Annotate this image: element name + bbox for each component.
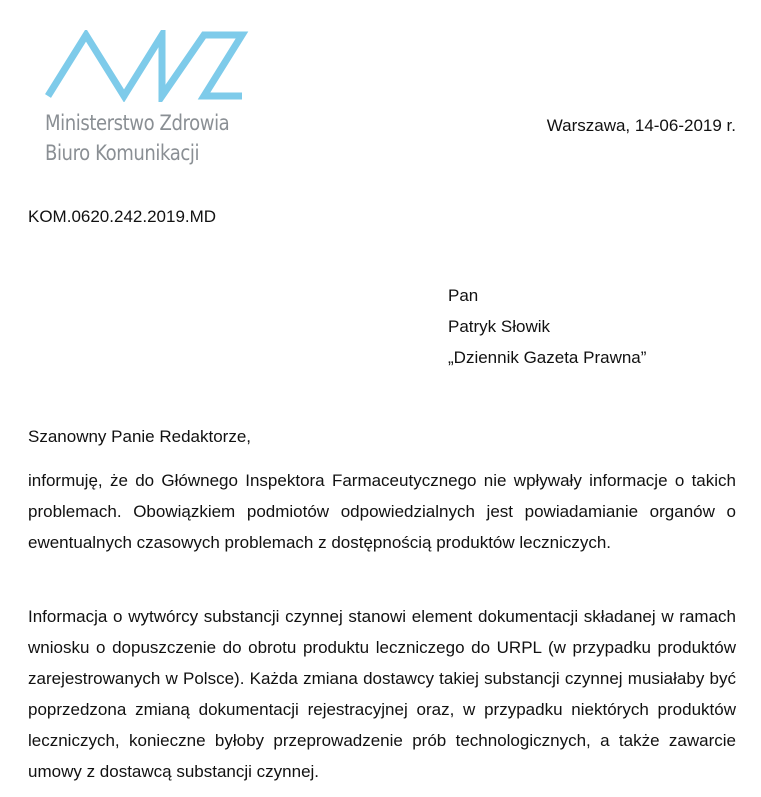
salutation: Szanowny Panie Redaktorze, — [28, 427, 252, 446]
date-line: Warszawa, 14-06-2019 r. — [546, 116, 736, 135]
paragraph-2: Informacja o wytwórcy substancji czynnej stanowi element dokumentacji składanej w ramach wniosku o dopuszczenie do obrotu produktu leczniczego do URPL (w przypadku produktów zarejestrowanych w Polsce). Każda zmiana dostawcy takiej substancji czynnej musiałaby być poprzedzona zmianą dokumentacji rejestracyjnej oraz, w przypadku niektórych produktów leczniczych, konieczne byłoby przeprowadzenie prób technologicznych, a także zawarcie umowy z dostawcą substancji czynnej. — [28, 607, 736, 781]
mz-logo-icon — [44, 30, 254, 102]
organization-name: Ministerstwo Zdrowia — [45, 111, 230, 135]
department-name: Biuro Komunikacji — [45, 141, 200, 165]
recipient-block — [448, 280, 646, 373]
recipient-title: Pan — [448, 286, 479, 305]
ministry-logo — [44, 30, 254, 170]
reference-number: KOM.0620.242.2019.MD — [28, 207, 217, 226]
recipient-publication: „Dziennik Gazeta Prawna” — [448, 348, 647, 367]
recipient-name: Patryk Słowik — [448, 317, 551, 336]
paragraph-1: informuję, że do Głównego Inspektora Farmaceutycznego nie wpływały informacje o takich problemach. Obowiązkiem podmiotów odpowiedzialnych jest powiadamianie organów o ewentualnych czasowych problemach z dostępnością produktów leczniczych. — [28, 471, 736, 552]
